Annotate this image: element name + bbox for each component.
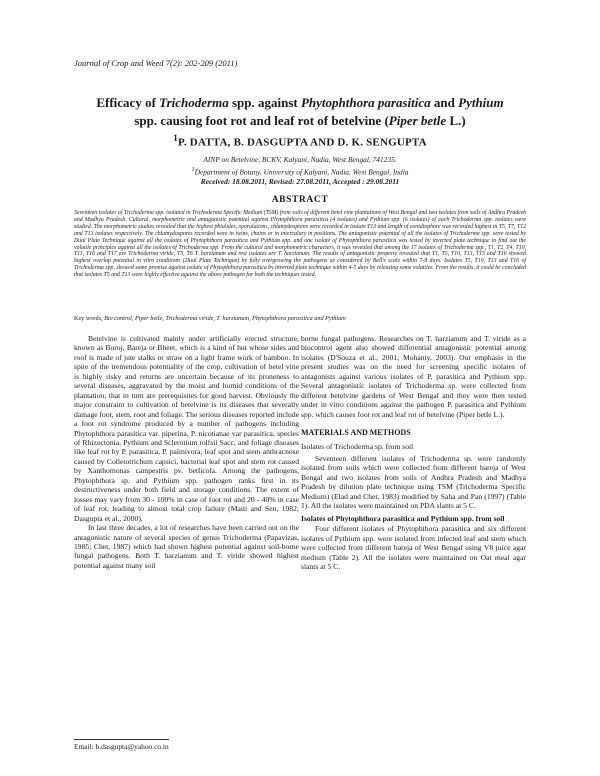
intro-paragraph-2: In last three decades, a lot of researches have been carried out on the antagonistic nature of several species of genus Trichoderma (Papavizas, 1985; Chet, 1987) which had shown highest potential against soil-borne fungal pathogens. Both T. harzianum and T. viride showed highest potential against many soil <box>74 523 299 570</box>
left-column <box>74 334 299 570</box>
title-genus: Phytophthora parasitica <box>300 95 431 110</box>
affiliation-block <box>60 155 540 187</box>
abstract-text: Seventeen isolates of Trichoderma spp. isolated in Trichoderma Specific Medium (TSM) from soils of different betel vine plantations of West Bengal and two isolates from soils of Andhra Pradesh and Madhya Pradesh. Cultural, morphometric and antagonistic potential against Phytophthora parasitica (4 isolates) and Pythium spp. (6 isolates) of each Trichoderma spp. isolates were studied. The morphometric studies revealed that the highest phialides, sporulations, chlamydospores were recorded in isolate T13 and length of conidiophore was recorded highest in T5, T7, T12 and T13 isolates respectively. The chlamydospores recorded were in twins, chains or in intercalary in positions. The antagonistic potential of all the isolates of Trichoderma spp. were tested by Dual Plate Technique against all the isolates of Phytophthora parasitica and Pythium spp. and one isolate of Phytophthora parasitica was tested by inverted plate technique to find out the volatile principles against all the isolates of Trichoderma spp. From the cultural and morphometric characters, it was revealed that among the 17 isolates of Trichoderma spp., T1, T2, T4, T10, T11, T16 and T17 are Trichoderma viride, T5, T6 T. harzianum and rest isolates are T. harzianum. The results of antagonistic property revealed that T1, T5, T10, T13, T15 and T16 showed highest overlap potential in vitro conditions (Dual Plate Technique) by fully overgrowing the pathogens as considered by Bell's scale within 7-8 days. Isolates T5, T10, T13 and T16 of Trichoderma spp. showed some promise against isolate of Phytophthora parasitica by inverted plate technique within 4-5 days by releasing some volatiles. From the results, it could be concluded that isolates T5 and T13 were highly effective against the above pathogen for both the techniques tested. <box>74 210 526 279</box>
title-species: Piper betle <box>388 113 447 128</box>
subsection-heading-trichoderma: Isolates of Trichoderma sp. from soil <box>301 441 414 451</box>
author-list: $^1$P. DATTA, B. DASGUPTA AND D. K. SENGUPTA <box>173 133 427 149</box>
footnote-divider <box>74 739 169 740</box>
subsection-text-phytophthora: Four different isolates of Phytophthora parasitica and six different isolates of Pythium spp. were isolated from infected leaf and stem which were collected from different bareja of West Bengal using V8 juice agar medium (Table 2). All the isolates were maintained on Oat meal agar slants at 5 C. <box>301 524 526 571</box>
abstract-heading: ABSTRACT <box>271 195 329 205</box>
footnote-email: Email: b.dasgupta@yahoo.co.in <box>74 742 169 751</box>
authors: P. DATTA, B. DASGUPTA AND D. K. SENGUPTA <box>177 136 427 149</box>
journal-citation: Journal of Crop and Weed 7(2): 202-209 (2011) <box>74 58 238 68</box>
title-part: spp. causing foot rot and leaf rot of betelvine ( <box>134 113 389 128</box>
subsection-text-trichoderma: Seventeen different isolates of Trichoderma sp. were randomly isolated from soils which were collected from different bareja of West Bengal and two isolates from soils of Andhra Pradesh and Madhya Pradesh by dilution plate technique using TSM (Trichoderma Specific Medium) (Elad and Chet, 1983) modified by Saha and Pan (1997) (Table 1). All the isolates were maintained on PDA slants at 5 C. <box>301 453 526 511</box>
right-column <box>301 334 526 571</box>
keywords-label: Key words <box>74 315 101 322</box>
keywords-text: , Bio control, Piper betle, Trichoderma viride, T. harzianum, Phytophthora parasitica and Pythium <box>100 315 346 322</box>
intro-paragraph-1: Betelvine is cultivated mainly under artificially erected structure, known as Boroj, Bareja or Bheet, which is a kind of hut whose sides and roof is made of jute stalks or straw on a light frame work of bamboo. In spite of the tremendous potentiality of the crop, cultivation of betel vine is highly risky and returns are uncertain because of its proneness to several diseases, aggravated by the moist and humid conditions of the plantation, that in turn are prerequisites for good harvest. Obviously the major constraint to cultivation of betelvine is its diseases that severally damage foot, stem, root and foliage. The serious diseases reported include a foot rot syndrome produced by a number of pathogens including Phytophthora parasitica var. piperina, P. nicotianae var parasitica, species of Rhizoctonia, Pythium and Sclerotium rolfsii Sacc, and foliage diseases like leaf rot by P. parasitica, P. palmivora, leaf spot and stem anthracnose caused by Colletotrichum capsici, bacterial leaf spot and stem rot caused by Xanthomonas campestris pv. betlicola. Among the pathogens, Phytophthora sp. and Pythium spp. pathogen ranks first in its destructiveness under both field and storage conditions. The extent of losses may vary from 30 - 100% in case of foot rot and 20 - 40% in case of leaf rot, leading to almost total crop failure (Maiti and Sen, 1982; Dasgupta et al., 2000). <box>74 334 299 523</box>
keywords <box>74 315 526 323</box>
title-part: spp. against <box>228 95 301 110</box>
received-dates: Received: 18.08.2011, Revised: 27.08.2011, Accepted : 29.08.2011 <box>200 177 400 187</box>
title-part: Efficacy of <box>96 95 160 110</box>
title-genus: Pythium <box>458 95 504 110</box>
subsection-heading-phytophthora: Isolates of Phytophthora parasitica and Pythium spp. from soil <box>301 513 505 523</box>
intro-continued: borne fungal pathogens. Researches on T. harzianum and T. viride as a biocontrol agent also showed differential antagonistic potential among isolates (D'Souza et al., 2001; Mohanty, 2003). Our emphasis in the present studies was on the need for screening specific isolates of antagonists against various isolates of P. parasitica and Pythium spp. Several antagonistic isolates of Trichoderma sp. were collected from different betelvine gardens of West Bengal and they were then tested under in vitro conditions against the pathogen P. parasitica and Pythium spp. which causes foot rot and leaf rot of betelvine (Piper betle L.). <box>301 334 526 419</box>
title-genus: Trichoderma <box>159 95 229 110</box>
affiliation-line-1: AINP on Betelvine, BCKV, Kalyani, Nadia, West Bengal, 741235. <box>203 155 397 164</box>
paper-title <box>60 94 540 130</box>
methods-heading: MATERIALS AND METHODS <box>301 428 411 438</box>
affiliation-line-2: $^1$Department of Botany, University of Kalyani, Nadia, West Bengal, India <box>191 167 409 177</box>
title-part: and <box>430 95 459 110</box>
title-part: L.) <box>446 113 466 128</box>
affiliation-text-2: Department of Botany, University of Kalyani, Nadia, West Bengal, India <box>194 167 409 177</box>
